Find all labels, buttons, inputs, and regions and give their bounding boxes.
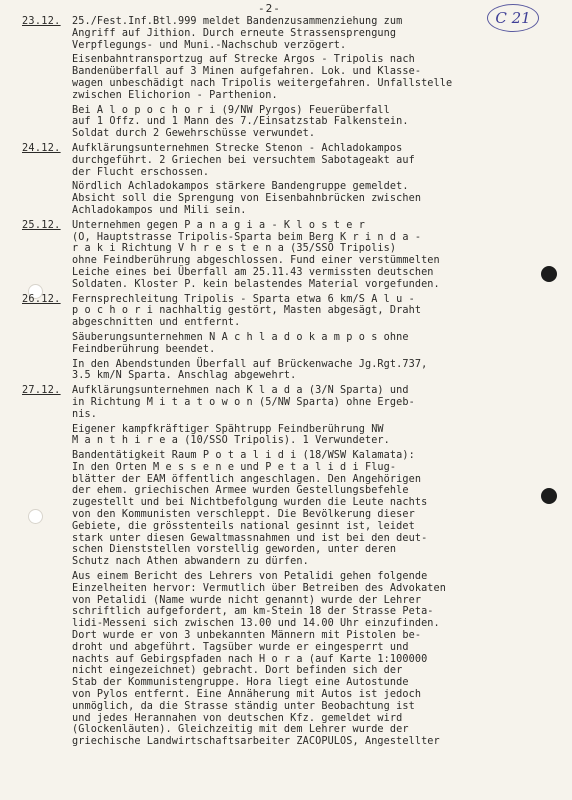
entry-paragraph: Bandentätigkeit Raum P o t a l i d i (18/WSW Kalamata): In den Orten M e s s e n e und P e t a l i d i Flug- blätter der EAM öffentlich angeschlagen. Den Angehörigen der ehem. griechischen Armee wurden Gestellungsbefehle zugestellt und bei Nichtbefolgung wurden die Leute nachts von den Kommunisten verschleppt. Die Bevölkerung dieser Gebiete, die grösstenteils national gesinnt ist, leidet stark unter diesen Gewaltmassnahmen und ist bei den deut- schen Dienststellen vorstellig geworden, unter deren Schutz nach Athen abwandern zu dürfen. xyxy=(72,450,428,568)
entry-paragraph: Eisenbahntransportzug auf Strecke Argos - Tripolis nach Bandenüberfall auf 3 Minen aufgefahren. Lok. und Klasse- wagen unbeschädigt nach Tripolis weitergefahren. Unfallstelle zwischen Elichorion - Parthenion. xyxy=(72,54,453,101)
entry-paragraph: Fernsprechleitung Tripolis - Sparta etwa 6 km/S A l u - p o c h o r i nachhaltig gestört, Masten abgesägt, Draht abgeschnitten und entfernt. xyxy=(72,293,422,329)
entry-date: 25.12. xyxy=(22,219,61,231)
page-number: -2- xyxy=(258,2,281,15)
punch-hole-left-lower xyxy=(28,509,43,524)
entry-paragraph: Bei A l o p o c h o r i (9/NW Pyrgos) Feuerüberfall auf 1 Offz. und 1 Mann des 7./Einsatzstab Falkenstein. Soldat durch 2 Gewehrschüsse verwundet. xyxy=(72,104,409,140)
report-entries xyxy=(22,16,560,751)
entry-date: 26.12. xyxy=(22,293,61,305)
entry-paragraph: In den Abendstunden Überfall auf Brückenwache Jg.Rgt.737, 3.5 km/N Sparta. Anschlag abgewehrt. xyxy=(72,358,428,382)
entry-paragraph: Aufklärungsunternehmen nach K l a d a (3/N Sparta) und in Richtung M i t a t o w o n (5/NW Sparta) ohne Ergeb- nis. xyxy=(72,385,415,420)
entry-26-12 xyxy=(22,293,560,383)
entry-paragraph: Säuberungsunternehmen N A c h l a d o k a m p o s ohne Feindberührung beendet. xyxy=(72,331,409,355)
entry-date: 23.12. xyxy=(22,16,61,27)
entry-paragraph: Aufklärungsunternehmen Strecke Stenon - Achladokampos durchgeführt. 2 Griechen bei versuchtem Sabotageakt auf der Flucht erschossen. xyxy=(72,142,415,178)
entry-paragraph: Aus einem Bericht des Lehrers von Petalidi gehen folgende Einzelheiten hervor: Vermutlich über Betreiben des Advokaten von Petalidi (Name wurde nicht genannt) wurde der Lehrer schriftlich aufgefordert, am km-Stein 18 der Strasse Peta- lidi-Messeni sich zwischen 13.00 und 14.00 Uhr einzufinden. Dort wurde er von 3 unbekannten Männern mit Pistolen be- droht und abgeführt. Tagsüber wurde er eingesperrt und nachts auf Gebirgspfaden nach H o r a (auf Karte 1:100000 nicht eingezeichnet) gebracht. Dort befinden sich der Stab der Kommunistengruppe. Hora liegt eine Autostunde von Pylos entfernt. Eine Annäherung mit Autos ist jedoch unmöglich, da die Strasse ständig unter Beobachtung ist und jedes Herannahen von deutschen Kfz. gemeldet wird (Glockenläuten). Gleichzeitig mit dem Lehrer wurde der griechische Landwirtschaftsarbeiter ZACOPULOS, Angestellter xyxy=(72,571,447,748)
entry-23-12 xyxy=(22,16,560,140)
entry-paragraph: Unternehmen gegen P a n a g i a - K l o s t e r (O, Hauptstrasse Tripolis-Sparta beim Berg K r i n d a - r a k i Richtung V h r e s t e n a (35/SSO Tripolis) ohne Feindberührung abgeschlossen. Fund einer verstümmelten Leiche eines bei Überfall am 25.11.43 vermissten deutschen Soldaten. Kloster P. kein belastendes Material vorgefunden. xyxy=(72,219,440,290)
entry-24-12 xyxy=(22,142,560,217)
archive-stamp: C 21 xyxy=(487,4,539,32)
entry-paragraph: Eigener kampfkräftiger Spähtrupp Feindberührung NW M a n t h i r e a (10/SSO Tripolis). 1 Verwundeter. xyxy=(72,423,390,447)
entry-27-12 xyxy=(22,385,560,748)
entry-date: 24.12. xyxy=(22,142,61,154)
entry-25-12 xyxy=(22,219,560,291)
entry-date: 27.12. xyxy=(22,385,61,397)
entry-paragraph: Nördlich Achladokampos stärkere Bandengruppe gemeldet. Absicht soll die Sprengung von Eisenbahnbrücken zwischen Achladokampos und Mili sein. xyxy=(72,181,422,216)
entry-paragraph: 25./Fest.Inf.Btl.999 meldet Bandenzusammenziehung zum Angriff auf Jithion. Durch erneute Strassensprengung Verpflegungs- und Muni.-Nachschub verzögert. xyxy=(72,16,403,51)
